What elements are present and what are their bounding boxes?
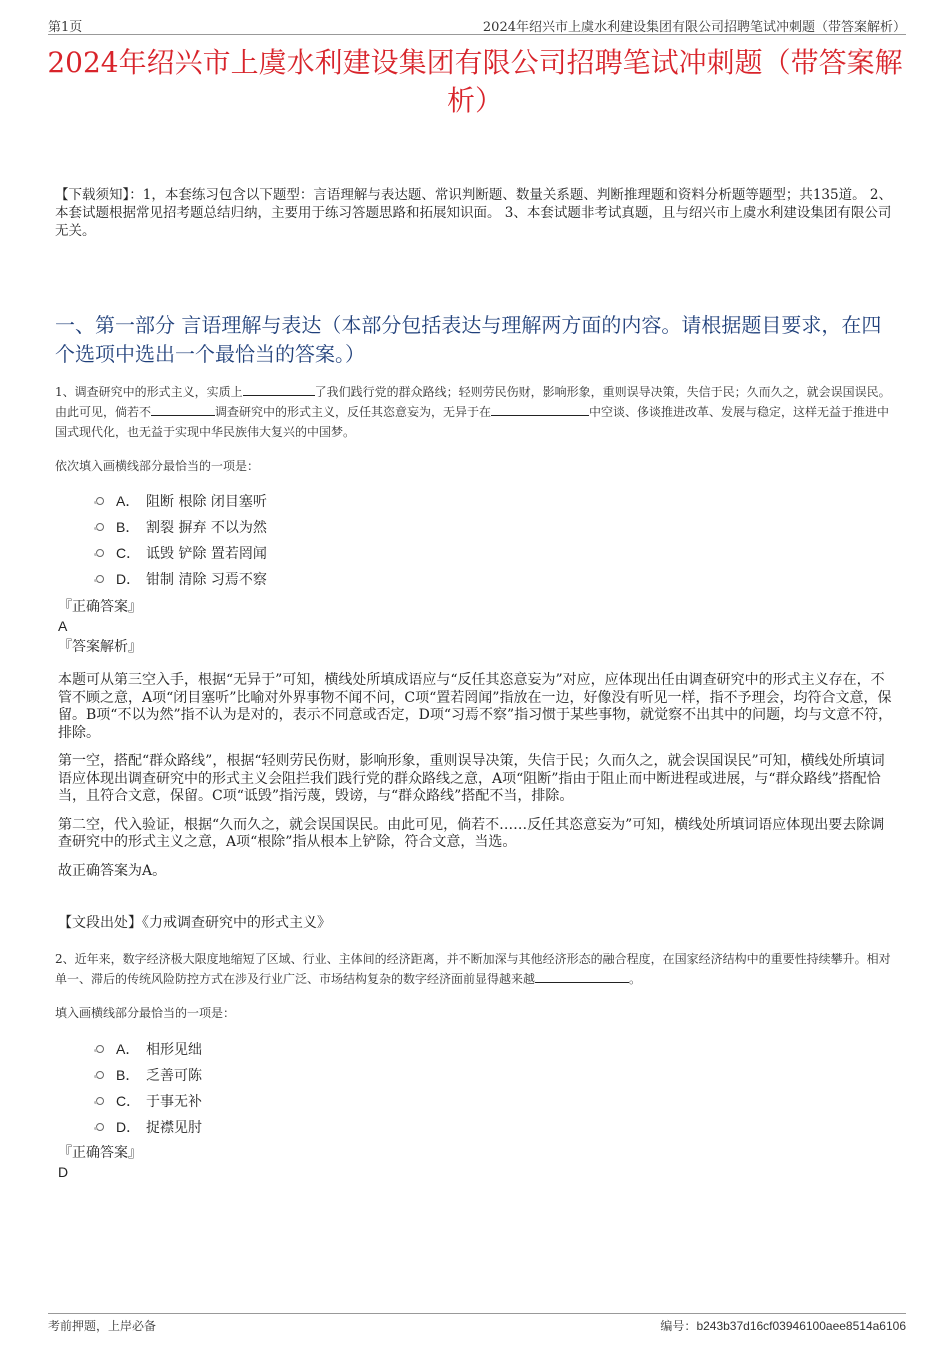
option-a[interactable]: A． 阻断 根除 闭目塞听: [96, 488, 267, 514]
question-2-options: [96, 1036, 202, 1140]
fill-blank: [151, 403, 215, 416]
passage-source: 【文段出处】《力戒调查研究中的形式主义》: [58, 915, 331, 931]
radio-icon[interactable]: [96, 1123, 104, 1131]
option-d[interactable]: D． 钳制 清除 习焉不察: [96, 566, 267, 592]
analysis-label: 『答案解析』: [58, 639, 142, 655]
option-b[interactable]: B． 乏善可陈: [96, 1062, 202, 1088]
radio-icon[interactable]: [96, 1097, 104, 1105]
radio-icon[interactable]: [96, 1045, 104, 1053]
fill-blank: [491, 403, 589, 416]
document-code: 编号：b243b37d16cf03946100aee8514a6106: [660, 1319, 906, 1333]
question-1: [55, 382, 898, 442]
document-title: 2024年绍兴市上虞水利建设集团有限公司招聘笔试冲刺题（带答案解析）: [47, 46, 903, 117]
fill-blank: [535, 970, 629, 983]
radio-icon[interactable]: [96, 549, 104, 557]
download-notice: 【下载须知】：1，本套练习包含以下题型：言语理解与表达题、常识判断题、数量关系题、判断推理题和资料分析题等题型；共135道。 2、本套试题根据常见招考题总结归纳，主要用于练习答题思路和拓展知识面。 3、本套试题非考试真题，且与绍兴市上虞水利建设集团有限公司无关。: [55, 187, 892, 239]
option-a[interactable]: A． 相形见绌: [96, 1036, 202, 1062]
page-header: [48, 14, 906, 35]
footer-slogan: 考前押题，上岸必备: [48, 1319, 157, 1333]
analysis-paragraph: 本题可从第三空入手，根据“无异于”可知，横线处所填成语应与“反任其恣意妄为”对应，应体现出任由调查研究中的形式主义存在，不管不顾之意，A项“闭目塞听”比喻对外界事物不闻不问，C项“置若罔闻”指放在一边，好像没有听见一样，指不予理会，均符合文意，保留。B项“不以为然”指不认为是对的，表示不同意或否定，D项“习焉不察”指习惯于某些事物，就觉察不出其中的问题，均与文意不符，排除。: [58, 672, 893, 741]
radio-icon[interactable]: [96, 575, 104, 583]
radio-icon[interactable]: [96, 523, 104, 531]
question-1-stem: 1、调查研究中的形式主义，实质上 了我们践行党的群众路线；轻则劳民伤财，影响形象，重则误导决策，失信于民；久而久之，就会误国误民。由此可见，倘若不 调查研究中的形式主义，反任其恣意妄为，无异于在 中空谈、侈谈推进改革、发展与稳定，这样无益于推进中国式现代化，也无益于实现中华民族伟大复兴的中国梦。: [55, 385, 891, 439]
answer-value: A: [58, 618, 68, 634]
section-title: 一、第一部分 言语理解与表达（本部分包括表达与理解两方面的内容。请根据题目要求，在四个选项中选出一个最恰当的答案。）: [55, 313, 882, 366]
option-c[interactable]: C． 于事无补: [96, 1088, 202, 1114]
option-c[interactable]: C． 诋毁 铲除 置若罔闻: [96, 540, 267, 566]
answer-value: D: [58, 1164, 69, 1180]
page-number: 第1页: [48, 20, 83, 35]
question-2-prompt: 填入画横线部分最恰当的一项是：: [55, 1006, 236, 1020]
radio-icon[interactable]: [96, 1071, 104, 1079]
answer-label: 『正确答案』: [58, 1145, 142, 1161]
question-1-prompt: 依次填入画横线部分最恰当的一项是：: [55, 459, 260, 473]
header-doc-title: 2024年绍兴市上虞水利建设集团有限公司招聘笔试冲刺题（带答案解析）: [482, 20, 906, 35]
question-1-options: [96, 488, 267, 592]
analysis-conclusion: 故正确答案为A。: [58, 862, 167, 879]
analysis-paragraph: 第二空，代入验证，根据“久而久之，就会误国误民。由此可见，倘若不……反任其恣意妄为”可知，横线处所填词语应体现出要去除调查研究中的形式主义之意，A项“根除”指从根本上铲除，符合文意，当选。: [58, 816, 885, 850]
option-d[interactable]: D． 捉襟见肘: [96, 1114, 202, 1140]
answer-analysis: [58, 672, 895, 891]
radio-icon[interactable]: [96, 497, 104, 505]
analysis-paragraph: 第一空，搭配“群众路线”，根据“轻则劳民伤财，影响形象，重则误导决策，失信于民；久而久之，就会误国误民”可知，横线处所填词语应体现出调查研究中的形式主义会阻拦我们践行党的群众路线之意，A项“阻断”指由于阻止而中断进程或进展，与“群众路线”搭配恰当，且符合文意，保留。C项“诋毁”指污蔑，毁谤，与“群众路线”搭配不当，排除。: [58, 753, 885, 804]
question-2-stem: 2、近年来，数字经济极大限度地缩短了区域、行业、主体间的经济距离，并不断加深与其他经济形态的融合程度，在国家经济结构中的重要性持续攀升。相对单一、滞后的传统风险防控方式在涉及行业广泛、市场结构复杂的数字经济面前显得越来越 。: [55, 952, 891, 986]
option-b[interactable]: B． 割裂 摒弃 不以为然: [96, 514, 267, 540]
page-footer: [48, 1313, 906, 1334]
fill-blank: [243, 383, 315, 396]
answer-label: 『正确答案』: [58, 599, 142, 615]
